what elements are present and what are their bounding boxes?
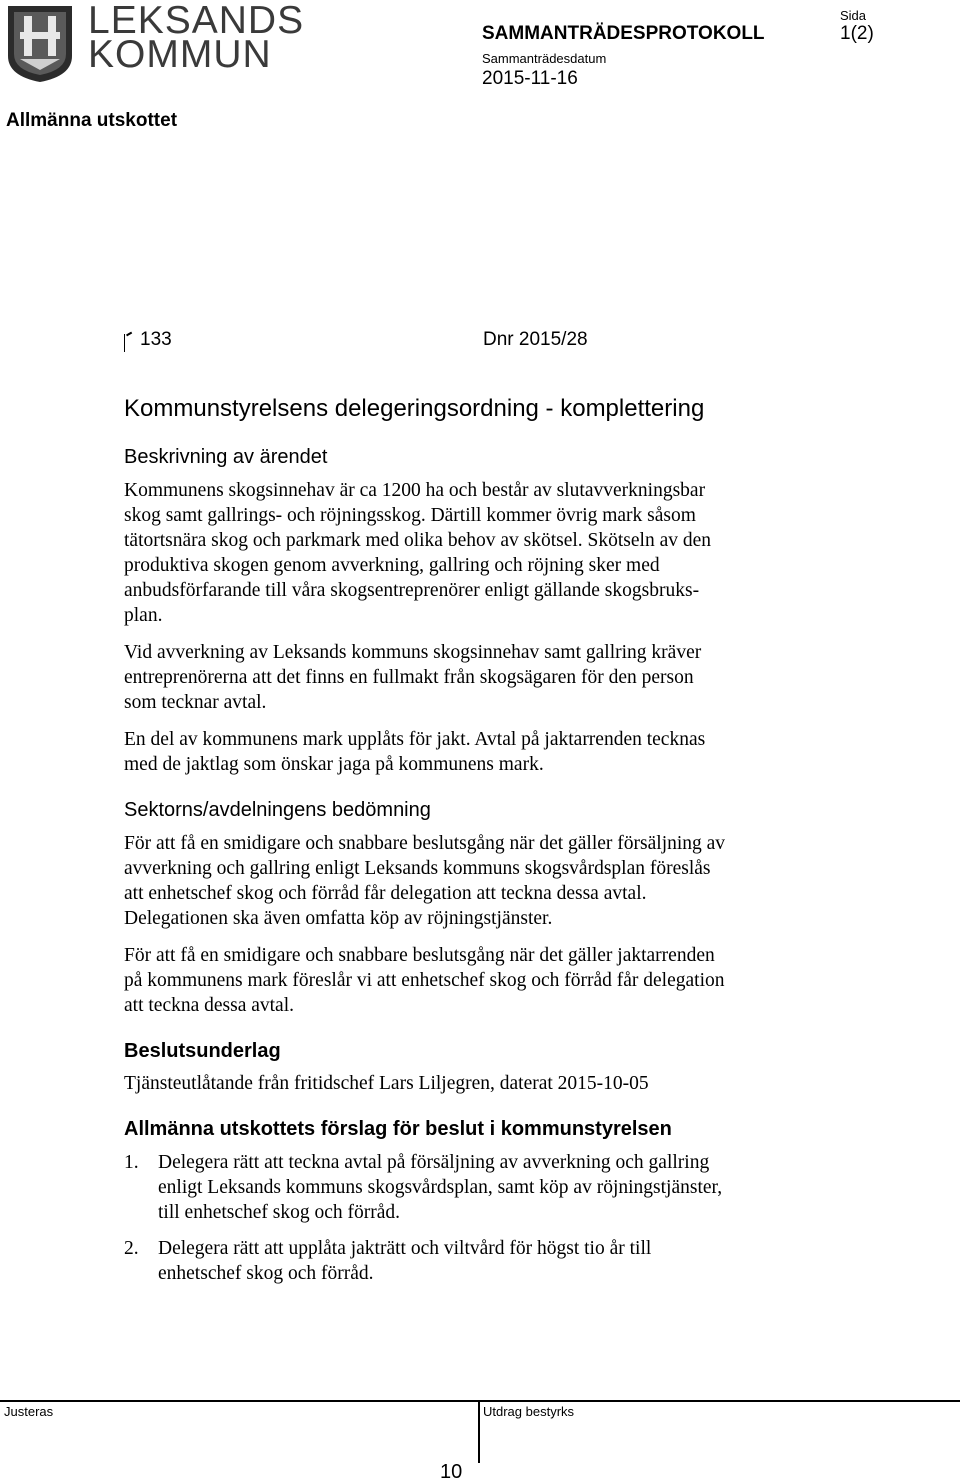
proposal-number: 1. bbox=[124, 1152, 139, 1173]
footer-divider bbox=[0, 1400, 960, 1402]
beskrivning-paragraph-3 bbox=[124, 727, 824, 777]
text-line: plan. bbox=[124, 605, 163, 626]
text-line: som tecknar avtal. bbox=[124, 692, 267, 713]
item-title: Kommunstyrelsens delegeringsordning - komplettering bbox=[124, 395, 705, 422]
section-heading-beslutsunderlag: Beslutsunderlag bbox=[124, 1040, 281, 1062]
text-line: Kommunens skogsinnehav är ca 1200 ha och består av slutavverkningsbar bbox=[124, 480, 706, 501]
text-line: enligt Leksands kommuns skogsvårdsplan, samt köp av röjningstjänster, bbox=[158, 1177, 723, 1198]
text-line: att teckna dessa avtal. bbox=[124, 995, 295, 1016]
section-heading-forslag: Allmänna utskottets förslag för beslut i kommunstyrelsen bbox=[124, 1118, 672, 1140]
proposal-item bbox=[124, 1150, 844, 1225]
committee-name: Allmänna utskottet bbox=[6, 110, 178, 131]
date-label: Sammanträdesdatum bbox=[482, 51, 607, 66]
page-label: Sida bbox=[840, 8, 867, 23]
text-line: tätortsnära skog och parkmark med olika behov av skötsel. Skötseln av den bbox=[124, 530, 712, 551]
page-value: 1(2) bbox=[840, 23, 874, 44]
text-line: avverkning och gallring enligt Leksands kommuns skogsvårdsplan föreslås bbox=[124, 858, 711, 879]
text-line: på kommunens mark föreslår vi att enhetschef skog och förråd får delegation bbox=[124, 970, 725, 991]
beskrivning-body bbox=[124, 478, 824, 640]
text-line: En del av kommunens mark upplåts för jakt. Avtal på jaktarrenden tecknas bbox=[124, 729, 706, 750]
text-line: till enhetschef skog och förråd. bbox=[158, 1202, 401, 1223]
section-heading-bedomning: Sektorns/avdelningens bedömning bbox=[124, 799, 431, 821]
utdrag-label: Utdrag bestyrks bbox=[483, 1404, 575, 1419]
proposal-number: 2. bbox=[124, 1238, 139, 1259]
text-line: anbudsförfarande till våra skogsentreprenörer enligt gällande skogsbruks- bbox=[124, 580, 700, 601]
text-line: att enhetschef skog och förråd får delegation att teckna dessa avtal. bbox=[124, 883, 647, 904]
text-line: För att få en smidigare och snabbare beslutsgång när det gäller försäljning av bbox=[124, 833, 726, 854]
meeting-date: 2015-11-16 bbox=[482, 68, 578, 89]
org-name-line1: LEKSANDS bbox=[88, 0, 305, 42]
beslutsunderlag-text: Tjänsteutlåtande från fritidschef Lars Liljegren, daterat 2015-10-05 bbox=[124, 1073, 649, 1094]
proposal-text bbox=[158, 1236, 844, 1286]
coat-of-arms-icon bbox=[6, 4, 74, 84]
text-line: produktiva skogen genom avverkning, gallring och röjning sker med bbox=[124, 555, 660, 576]
beskrivning-paragraph-2 bbox=[124, 640, 824, 715]
org-name-line2: KOMMUN bbox=[88, 33, 272, 76]
bedomning-paragraph-2 bbox=[124, 943, 844, 1018]
section-mark bbox=[124, 334, 133, 352]
text-line: enhetschef skog och förråd. bbox=[158, 1263, 374, 1284]
text-line: skog samt gallrings- och röjningsskog. Därtill kommer övrig mark såsom bbox=[124, 505, 696, 526]
diary-number: Dnr 2015/28 bbox=[483, 329, 588, 350]
section-heading-beskrivning: Beskrivning av ärendet bbox=[124, 446, 328, 468]
text-line: För att få en smidigare och snabbare beslutsgång när det gäller jaktarrenden bbox=[124, 945, 715, 966]
doc-type: SAMMANTRÄDESPROTOKOLL bbox=[482, 23, 765, 44]
text-line: med de jaktlag som önskar jaga på kommunens mark. bbox=[124, 754, 544, 775]
proposal-text bbox=[158, 1150, 844, 1225]
text-line: Delegera rätt att upplåta jakträtt och viltvård för högst tio år till bbox=[158, 1238, 652, 1259]
bedomning-paragraph-1 bbox=[124, 831, 844, 931]
text-line: Delegera rätt att teckna avtal på försäljning av avverkning och gallring bbox=[158, 1152, 710, 1173]
footer-page-number: 10 bbox=[440, 1461, 463, 1483]
text-line: Delegationen ska även omfatta köp av röjningstjänster. bbox=[124, 908, 553, 929]
text-line: Vid avverkning av Leksands kommuns skogsinnehav samt gallring kräver bbox=[124, 642, 702, 663]
item-number: 133 bbox=[140, 329, 172, 350]
beskrivning-paragraph-1 bbox=[124, 478, 824, 628]
text-line: entreprenörerna att det finns en fullmakt från skogsägaren för den person bbox=[124, 667, 694, 688]
proposal-item bbox=[124, 1236, 844, 1286]
municipal-logo bbox=[6, 4, 74, 84]
justeras-label: Justeras bbox=[4, 1404, 54, 1419]
signature-box-divider bbox=[478, 1401, 480, 1463]
